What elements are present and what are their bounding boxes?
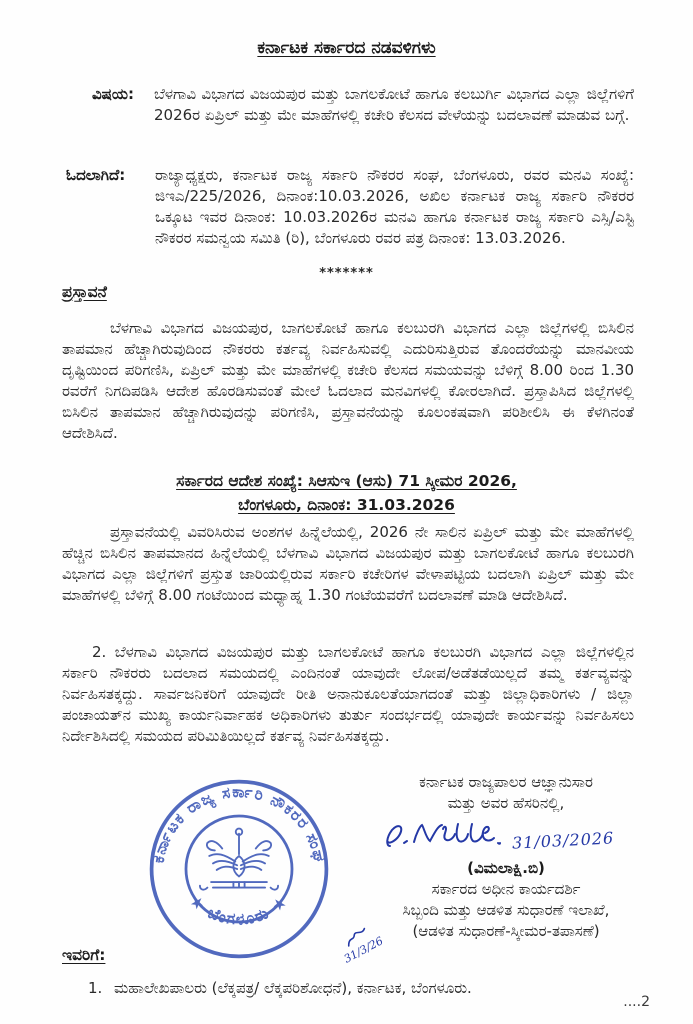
seal-bottom-text: ★ ಬೆಂಗಳೂರು ★: [185, 890, 293, 929]
page-number: ....2: [623, 994, 650, 1010]
signatory-department: ಸಿಬ್ಬಂದಿ ಮತ್ತು ಆಡಳಿತ ಸುಧಾರಣೆ ಇಲಾಖೆ,: [402, 901, 610, 919]
by-order-line-1: ಕರ್ನಾಟಕ ರಾಜ್ಯಪಾಲರ ಆಜ್ಞಾನುಸಾರ: [419, 773, 593, 791]
read-label: ಓದಲಾಗಿದೆ:: [66, 166, 126, 184]
svg-text:★ ಬೆಂಗಳೂರು ★: [186, 891, 292, 929]
signature-block: [341, 772, 660, 966]
asterisk-separator: *******: [319, 266, 374, 281]
subject-section: [92, 84, 634, 126]
read-text: ರಾಜ್ಯಾಧ್ಯಕ್ಷರು, ಕರ್ನಾಟಕ ರಾಜ್ಯ ಸರ್ಕಾರಿ ನೌಕರರ ಸಂಘ, ಬೆಂಗಳೂರು, ರವರ ಮನವಿ ಸಂಖ್ಯೆ: ಜಿಇಎ/225/2026, ದಿನಾಂಕ:10.03.2026, ಅಖಿಲ ಕರ್ನಾಟಕ ರಾಜ್ಯ ಸರ್ಕಾರಿ ನೌಕರರ ಒಕ್ಕೂಟ ಇವರ ದಿನಾಂಕ: 10.03.2026ರ ಮನವಿ ಹಾಗೂ ಕರ್ನಾಟಕ ರಾಜ್ಯ ಸರ್ಕಾರಿ ಎಸ್ಸಿ/ಎಸ್ಟಿ ನೌಕರರ ಸಮನ್ವಯ ಸಮಿತಿ (ರಿ), ಬೆಂಗಳೂರು ರವರ ಪತ್ರ ದಿನಾಂಕ: 13.03.2026.: [155, 166, 634, 247]
order-place-date-line: ಬೆಂಗಳೂರು, ದಿನಾಂಕ: 31.03.2026: [238, 496, 455, 514]
by-order-line-2: ಮತ್ತು ಅವರ ಹೆಸರಿನಲ್ಲಿ,: [447, 794, 565, 812]
signatory-name: (ವಿಮಲಾಕ್ಷಿ.ಬಿ): [467, 859, 545, 877]
subject-label: ವಿಷಯ:: [92, 85, 134, 103]
handwritten-signature-row: [352, 816, 660, 856]
to-recipients-heading: ಇವರಿಗೆ:: [62, 946, 106, 964]
order-number-line: ಸರ್ಕಾರದ ಆದೇಶ ಸಂಖ್ಯೆ: ಸಿಆಸುಇ (ಆಸು) 71 ಸ್ಕೀಮರ 2026,: [176, 472, 517, 490]
order-paragraph-1: ಪ್ರಸ್ತಾವನೆಯಲ್ಲಿ ವಿವರಿಸಿರುವ ಅಂಶಗಳ ಹಿನ್ನೆಲೆಯಲ್ಲಿ, 2026 ನೇ ಸಾಲಿನ ಏಪ್ರಿಲ್ ಮತ್ತು ಮೇ ಮಾಹೆಗಳಲ್ಲಿ ಹೆಚ್ಚಿನ ಬಿಸಿಲಿನ ತಾಪಮಾನದ ಹಿನ್ನೆಲೆಯಲ್ಲಿ ಬೆಳಗಾವಿ ವಿಭಾಗದ ವಿಜಯಪುರ ಮತ್ತು ಬಾಗಲಕೋಟೆ ಹಾಗೂ ಕಲಬುರಗಿ ವಿಭಾಗದ ಎಲ್ಲಾ ಜಿಲ್ಲೆಗಳಿಗೆ ಪ್ರಸ್ತುತ ಜಾರಿಯಲ್ಲಿರುವ ಸರ್ಕಾರಿ ಕಚೇರಿಗಳ ವೇಳಾಪಟ್ಟಿಯ ಬದಲಾಗಿ ಏಪ್ರಿಲ್ ಮತ್ತು ಮೇ ಮಾಹೆಗಳಲ್ಲಿ ಬೆಳಿಗ್ಗೆ 8.00 ಗಂಟೆಯಿಂದ ಮಧ್ಯಾಹ್ನ 1.30 ಗಂಟೆಯವರೆಗೆ ಬದಲಾವಣೆ ಮಾಡಿ ಆದೇಶಿಸಿದೆ.: [62, 523, 634, 604]
document-title: ಕರ್ನಾಟಕ ಸರ್ಕಾರದ ನಡವಳಿಗಳು: [257, 38, 436, 58]
recipient-text: ಮಹಾಲೇಖಪಾಲರು (ಲೆಕ್ಕಪತ್ರ/ ಲೆಕ್ಕಪರಿಶೋಧನೆ), ಕರ್ನಾಟಕ, ಬೆಂಗಳೂರು.: [114, 979, 472, 997]
signatory-designation: ಸರ್ಕಾರದ ಅಧೀನ ಕಾರ್ಯದರ್ಶಿ: [431, 880, 581, 898]
gandaberunda-emblem-icon: [200, 829, 278, 890]
order-number-heading: [0, 469, 693, 517]
round-office-seal: [146, 776, 332, 962]
order-paragraph-2: 2. ಬೆಳಗಾವಿ ವಿಭಾಗದ ವಿಜಯಪುರ ಮತ್ತು ಬಾಗಲಕೋಟೆ ಹಾಗೂ ಕಲಬುರಗಿ ವಿಭಾಗದ ಎಲ್ಲಾ ಜಿಲ್ಲೆಗಳಲ್ಲಿನ ಸರ್ಕಾರಿ ನೌಕರರು ಬದಲಾದ ಸಮಯದಲ್ಲಿ ಎಂದಿನಂತೆ ಯಾವುದೇ ಲೋಪ/ಅಡೆತಡೆಯಿಲ್ಲದೆ ತಮ್ಮ ಕರ್ತವ್ಯವನ್ನು ನಿರ್ವಹಿಸತಕ್ಕದ್ದು. ಸಾರ್ವಜನಿಕರಿಗೆ ಯಾವುದೇ ರೀತಿ ಅನಾನುಕೂಲತೆಯಾಗದಂತೆ ಮತ್ತು ಜಿಲ್ಲಾಧಿಕಾರಿಗಳು / ಜಿಲ್ಲಾ ಪಂಚಾಯತ್‌ನ ಮುಖ್ಯ ಕಾರ್ಯನಿರ್ವಾಹಕ ಅಧಿಕಾರಿಗಳು ತುರ್ತು ಸಂದರ್ಭದಲ್ಲಿ ಯಾವುದೇ ಕಾರ್ಯವನ್ನು ನಿರ್ವಹಿಸಲು ನಿರ್ದೇಶಿಸಿದಲ್ಲಿ ಸಮಯದ ಪರಿಮಿತಿಯಿಲ್ಲದೆ ಕರ್ತವ್ಯ ನಿರ್ವಹಿಸತಕ್ಕದ್ದು.: [62, 643, 634, 745]
preamble-paragraph: ಬೆಳಗಾವಿ ವಿಭಾಗದ ವಿಜಯಪುರ, ಬಾಗಲಕೋಟೆ ಹಾಗೂ ಕಲಬುರಗಿ ವಿಭಾಗದ ಎಲ್ಲಾ ಜಿಲ್ಲೆಗಳಲ್ಲಿ ಬಿಸಿಲಿನ ತಾಪಮಾನ ಹೆಚ್ಚಾಗಿರುವುದಿಂದ ನೌಕರರು ಕರ್ತವ್ಯ ನಿರ್ವಹಿಸುವಲ್ಲಿ ಎದುರಿಸುತ್ತಿರುವ ತೊಂದರೆಯನ್ನು ಮಾನವೀಯ ದೃಷ್ಟಿಯಿಂದ ಪರಿಗಣಿಸಿ, ಏಪ್ರಿಲ್ ಮತ್ತು ಮೇ ಮಾಹೆಗಳಲ್ಲಿ ಕಚೇರಿ ಕೆಲಸದ ಸಮಯವನ್ನು ಬೆಳಿಗ್ಗೆ 8.00 ರಿಂದ 1.30 ರವರೆಗೆ ನಿಗದಿಪಡಿಸಿ ಆದೇಶ ಹೊರಡಿಸುವಂತೆ ಮೇಲೆ ಓದಲಾದ ಮನವಿಗಳಲ್ಲಿ ಕೋರಲಾಗಿದೆ. ಪ್ರಸ್ತಾಪಿಸಿದ ಜಿಲ್ಲೆಗಳಲ್ಲಿ ಬಿಸಿಲಿನ ತಾಪಮಾನ ಹೆಚ್ಚಾಗಿರುವುದನ್ನು ಪರಿಗಣಿಸಿ, ಪ್ರಸ್ತಾವನೆಯನ್ನು ಕೂಲಂಕಷವಾಗಿ ಪರಿಶೀಲಿಸಿ ಈ ಕೆಳಗಿನಂತೆ ಆದೇಶಿಸಿದೆ.: [62, 319, 634, 442]
signatory-section: (ಆಡಳಿತ ಸುಧಾರಣೆ-ಸ್ಕೀಮರ-ತಪಾಸಣೆ): [412, 922, 600, 940]
scribble-date: 31/3/26: [341, 934, 386, 966]
preamble-heading: ಪ್ರಸ್ತಾವನೆ: [62, 283, 107, 301]
seal-top-text: ಕರ್ನಾಟಕ ರಾಜ್ಯ ಸರ್ಕಾರಿ ನೌಕರರ ಸಂಘ: [149, 782, 329, 865]
references-read-section: [66, 165, 634, 249]
signature-ink-icon: [380, 816, 520, 856]
recipient-number: 1.: [88, 979, 103, 997]
handwritten-date: 31/03/2026: [511, 828, 615, 853]
subject-text: ಬೆಳಗಾವಿ ವಿಭಾಗದ ವಿಜಯಪುರ ಮತ್ತು ಬಾಗಲಕೋಟೆ ಹಾಗೂ ಕಲಬುರ್ಗಿ ವಿಭಾಗದ ಎಲ್ಲಾ ಜಿಲ್ಲೆಗಳಿಗೆ 2026ರ ಏಪ್ರಿಲ್ ಮತ್ತು ಮೇ ಮಾಹೆಗಳಲ್ಲಿ ಕಚೇರಿ ಕೆಲಸದ ವೇಳೆಯನ್ನು ಬದಲಾವಣೆ ಮಾಡುವ ಬಗ್ಗೆ.: [154, 85, 634, 124]
